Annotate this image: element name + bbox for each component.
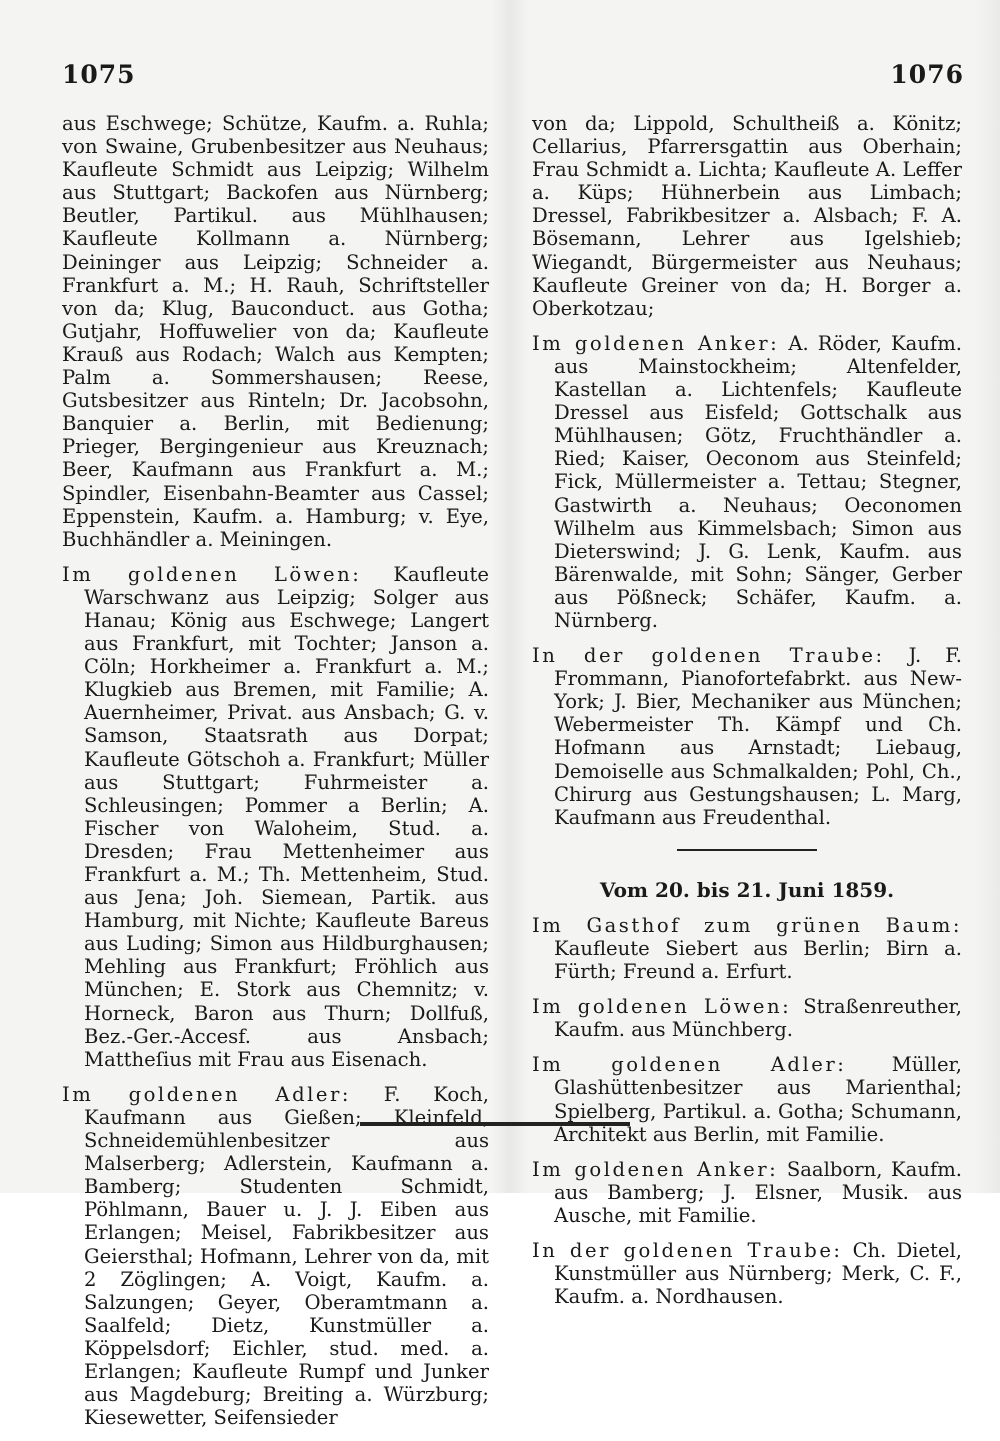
page-number-right: 1076 — [890, 60, 964, 89]
paragraph — [62, 563, 489, 1071]
paragraph — [532, 112, 962, 320]
paragraph — [532, 644, 962, 829]
paragraph — [62, 112, 489, 551]
paragraph-text: Kaufleute Warschwanz aus Leipzig; Solger aus Hanau; König aus Eschwege; Langert aus Frankfurt, mit Tochter; Janson a. Cöln; Horkheimer a. Frankfurt a. M.; Klugkieb aus Bremen, mit Familie; A. Auernheimer, Privat. aus Ansbach; G. v. Samson, Staatsrath aus Dorpat; Kaufleute Götschoh a. Frankfurt; Müller aus Stuttgart; Fuhrmeister a. Schleusingen; Pommer a Berlin; A. Fischer von Waloheim, Stud. a. Dresden; Frau Mettenheimer aus Frankfurt a. M.; Th. Mettenheim, Stud. aus Jena; Joh. Siemean, Partik. aus Hamburg, mit Nichte; Kaufleute Bareus aus Luding; Simon aus Hildburghausen; Mehling aus Frankfurt; Fröhlich aus München; E. Stork aus Chemnitz; v. Horneck, Baron aus Thurn; Dollfuß, Bez.-Ger.-Accesf. aus Ansbach; Mattheſius mit Frau aus Eisenach. — [84, 562, 490, 1071]
page-fold-shadow — [492, 0, 528, 1193]
hotel-heading: Im Gasthof zum grünen Baum: — [532, 913, 962, 937]
paragraph-text: A. Röder, Kaufm. aus Mainstockheim; Altenfelder, Kastellan a. Lichtenfels; Kaufleute Dressel aus Eisfeld; Gottschalk aus Mühlhausen; Götz, Fruchthändler a. Ried; Kaiser, Oeconom aus Steinfeld; Fick, Müllermeister a. Tettau; Stegner, Gastwirth a. Neuhaus; Oeconomen Wilhelm aus Kimmelsbach; Simon aus Dieterswind; J. G. Lenk, Kaufm. aus Bärenwalde, mit Sohn; Sänger, Gerber aus Pößneck; Schäfer, Kaufm. a. Nürnberg. — [554, 331, 962, 632]
page-edge — [974, 0, 1000, 1193]
hotel-heading: Im goldenen Adler: — [62, 1082, 351, 1106]
paragraph-text: Kaufleute Siebert aus Berlin; Birn a. Fürth; Freund a. Erfurt. — [554, 937, 962, 984]
hotel-heading: Im goldenen Anker: — [532, 1157, 779, 1181]
paragraph-text: Saalborn, Kaufm. aus Bamberg; J. Elsner, Musik. aus Ausche, mit Familie. — [554, 1157, 962, 1227]
paragraph — [532, 332, 962, 632]
page-number-left: 1075 — [62, 60, 136, 89]
paragraph — [532, 1158, 962, 1227]
paragraph-text: Müller, Glashüttenbesitzer aus Marienthal; Spielberg, Partikul. a. Gotha; Schumann, Architekt aus Berlin, mit Familie. — [554, 1053, 962, 1146]
hotel-heading: Im goldenen Löwen: — [532, 995, 792, 1019]
paragraph — [532, 1053, 962, 1145]
section-divider — [677, 849, 817, 851]
date-heading: Vom 20. bis 21. Juni 1859. — [599, 877, 895, 902]
paragraph-text: aus Eschwege; Schütze, Kaufm. a. Ruhla; von Swaine, Grubenbesitzer aus Neuhaus; Kaufleute Schmidt aus Leipzig; Wilhelm aus Stuttgart; Backofen aus Nürnberg; Beutler, Partikul. aus Mühlhausen; Kaufleute Kollmann a. Nürnberg; Deininger aus Leipzig; Schneider a. Frankfurt a. M.; H. Rauh, Schriftsteller von da; Klug, Bauconduct. aus Gotha; Gutjahr, Hoffuwelier von da; Kaufleute Krauß aus Rodach; Walch aus Kempten; Palm a. Sommershausen; Reese, Gutsbesitzer aus Rinteln; Dr. Jacobsohn, Banquier a. Berlin, mit Bedienung; Prieger, Bergingenieur aus Kreuznach; Beer, Kaufmann aus Frankfurt a. M.; Spindler, Eisenbahn-Beamter aus Cassel; Eppenstein, Kaufm. a. Hamburg; v. Eye, Buchhändler a. Meiningen. — [62, 112, 489, 551]
paragraph-text: Ch. Dietel, Kunstmüller aus Nürnberg; Merk, C. F., Kaufm. a. Nordhausen. — [554, 1239, 962, 1309]
right-column — [532, 112, 962, 1320]
bottom-double-rule — [360, 1122, 630, 1126]
paragraph-text: J. F. Frommann, Pianofortefabrkt. aus New-York; J. Bier, Mechaniker aus München; Webermeister Th. Kämpf und Ch. Hofmann aus Arnstadt; Liebaug, Demoiselle aus Schmalkalden; Pohl, Ch., Chirurg aus Gestungshausen; L. Marg, Kaufmann aus Freudenthal. — [554, 644, 962, 829]
left-column — [62, 112, 489, 1441]
hotel-heading: Im goldenen Adler: — [532, 1053, 847, 1077]
hotel-heading: Im goldenen Löwen: — [62, 562, 362, 586]
hotel-heading: Im goldenen Anker: — [532, 331, 780, 355]
hotel-heading: In der goldenen Traube: — [532, 1239, 843, 1263]
paragraph — [62, 1083, 489, 1429]
paragraph-text: Straßenreuther, Kaufm. aus Münchberg. — [554, 995, 962, 1042]
paragraph — [532, 995, 962, 1041]
paragraph-text: von da; Lippold, Schultheiß a. Könitz; Cellarius, Pfarrersgattin aus Oberhain; Frau Schmidt a. Lichta; Kaufleute A. Leffer a. Küps; Hühnerbein aus Limbach; Dressel, Fabrikbesitzer a. Alsbach; F. A. Bösemann, Lehrer aus Igelshieb; Wiegandt, Bürgermeister aus Neuhaus; Kaufleute Greiner von da; H. Borger a. Oberkotzau; — [532, 112, 962, 320]
paragraph — [532, 1239, 962, 1308]
hotel-heading: In der goldenen Traube: — [532, 644, 885, 668]
paragraph — [532, 914, 962, 983]
paragraph-text: F. Koch, Kaufmann aus Gießen; Kleinfeld, Schneidemühlenbesitzer aus Malserberg; Adlerstein, Kaufmann a. Bamberg; Studenten Schmidt, Pöhlmann, Bauer u. J. J. Eiben aus Erlangen; Meisel, Fabrikbesitzer aus Geiersthal; Hofmann, Lehrer von da, mit 2 Zöglingen; A. Voigt, Kaufm. a. Salzungen; Geyer, Oberamtmann a. Saalfeld; Dietz, Kunstmüller a. Köppelsdorf; Eichler, stud. med. a. Erlangen; Kaufleute Rumpf und Junker aus Magdeburg; Breiting a. Würzburg; Kiesewetter, Seifensieder — [84, 1082, 489, 1430]
